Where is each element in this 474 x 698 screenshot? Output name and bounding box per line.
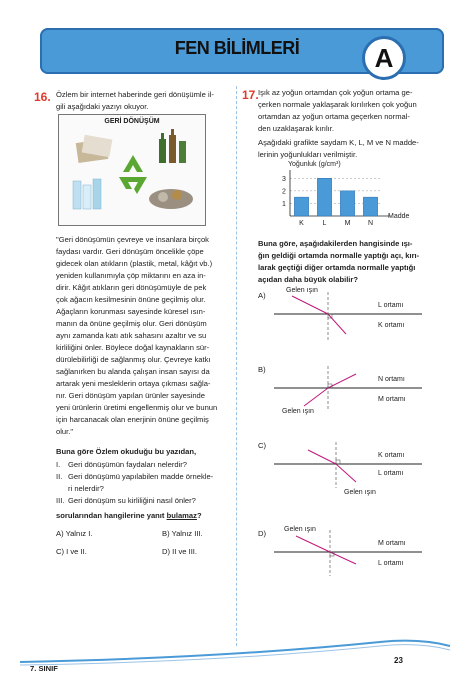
x-tick-label: N [367,220,374,227]
q16-passage [56,234,228,438]
q17-intro [258,87,446,161]
page-title: FEN BİLİMLERİ [174,38,300,58]
passage-line: için harcanacak olan enerjinin önüne geçilmiş [56,415,209,424]
passage-line: kirliliğini önler. Böylece doğal kaynakların sür- [56,343,210,352]
bar-N [363,197,377,216]
newspaper-pile-icon [76,135,113,163]
passage-line: nır. Geri dönüşüm yapılan ürünler sayesinde [56,391,206,400]
medium-label: M ortamı [378,396,406,403]
passage-line: "Geri dönüşümün çevreye ve insanlara birçok [56,235,209,244]
intro-line: çerken normale yaklaşarak kırılırken çok yoğun [258,100,417,109]
q16-option-c[interactable]: C) I ve II. [56,547,87,556]
intro-line: den uzaklaşarak kırılır. [258,124,334,133]
item-number: I. [56,460,61,469]
q17-number: 17. [242,88,259,102]
ray-label: Gelen ışın [344,489,376,496]
q16-number: 16. [34,90,51,104]
bar-L [317,178,331,216]
intro-line: lerinin yoğunlukları verilmiştir. [258,150,358,159]
q16-option-a[interactable]: A) Yalnız I. [56,529,93,538]
footer-swoosh [0,632,474,672]
passage-line: dürülebilirliği de sağlanmış olur. Çevreye katkı [56,355,211,364]
ray-label: Gelen ışın [284,526,316,533]
y-tick-label: 1 [282,200,286,208]
q16-items [56,459,228,507]
intro-line: Aşağıdaki grafikte saydam K, L, M ve N madde- [258,138,419,147]
option-c-diagram [274,442,422,488]
intro-line: Işık az yoğun ortamdan çok yoğun ortama ge- [258,88,413,97]
x-axis-label: Madde [388,213,410,220]
passage-line: gidecek olan atıkların (plastik, metal, kâğıt vb.) [56,259,213,268]
q16-prompt: Buna göre Özlem okuduğu bu yazıdan, [56,447,197,456]
item-text: Geri dönüşümün faydaları nelerdir? [68,460,188,469]
medium-label: K ortamı [378,322,405,329]
ray-label: Gelen ışın [282,408,314,415]
glass-bottles-icon [159,129,186,163]
passage-line: dirir. Kâğıt atıkların geri dönüşümüyle de pek [56,283,207,292]
passage-line: yeniden kullanımıyla çöp miktarını en aza in- [56,271,206,280]
passage-line: aynı zamanda katı atık sahasını azaltır ve su [56,331,207,340]
recycling-image [58,114,206,226]
x-tick-label: K [299,220,304,227]
item-text: Geri dönüşüm su kirliliğini nasıl önler? [68,496,196,505]
density-chart [268,158,418,232]
medium-label: K ortamı [378,452,405,459]
item-number: II. [56,472,63,481]
grade-label: 7. SINIF [30,664,58,673]
q16-question: sorularından hangilerine yanıt bulamaz? [56,511,202,520]
q16-option-b[interactable]: B) Yalnız III. [162,529,203,538]
passage-line: faydası vardır. Geri dönüşüm öncelikle çöpe [56,247,204,256]
q17-option-b[interactable]: B) [258,365,266,374]
image-title: GERİ DÖNÜŞÜM [104,118,160,125]
option-b-diagram [274,366,422,410]
passage-line: sağlanırken bu alanda çalışan insan sayısı da [56,367,210,376]
plastic-bottles-icon [73,179,101,209]
y-tick-label: 2 [282,188,286,196]
intro-line: ortamdan az yoğun ortama geçerken normal- [258,112,410,121]
q17-question: Buna göre, aşağıdakilerden hangisinde ışı- ğın geldiği ortamda normalle yaptığı açı, kırı- larak geçtiği diğer ortamda normalle yaptığı açıdan daha büyük olabilir? [258,239,420,284]
passage-line: artarak yeni mesleklerin ortaya çıkması sağla- [56,379,211,388]
ray-label: Gelen ışın [286,287,318,294]
q17-option-a[interactable]: A) [258,291,266,300]
medium-label: M ortamı [378,540,406,547]
passage-line: manın da önüne geçilmiş olur. Geri dönüşüm [56,319,207,328]
item-text: Geri dönüşümü yapılabilen madde örnekle- [68,472,214,481]
option-d-diagram [274,530,422,576]
item-number: III. [56,496,65,505]
passage-line: Ağaçların korunması sayesinde küresel ısın- [56,307,206,316]
q17-option-d[interactable]: D) [258,529,267,538]
option-a-diagram [274,292,422,340]
y-axis-label: Yoğunluk (g/cm³) [288,161,341,168]
page-number: 23 [394,656,403,665]
metal-cans-icon [149,189,193,209]
recycle-icon [119,155,147,194]
booklet-badge: A [362,36,406,80]
bar-M [340,191,354,216]
refraction-diagrams [252,282,448,592]
x-tick-label: M [344,220,351,227]
medium-label: L ortamı [378,302,404,309]
passage-line: olur." [56,427,74,436]
y-tick-label: 3 [282,175,286,183]
q16-intro-line: Özlem bir internet haberinde geri dönüşümle il- [56,90,214,99]
bar-K [294,197,308,216]
column-divider [236,86,237,646]
q16-intro-line: gili aşağıdaki yazıyı okuyor. [56,102,149,111]
passage-line: çok ağacın kesilmesinin önüne geçilmiş olur. [56,295,206,304]
item-text: ri nelerdir? [68,484,104,493]
medium-label: N ortamı [378,376,405,383]
q17-option-c[interactable]: C) [258,441,267,450]
medium-label: L ortamı [378,560,404,567]
x-tick-label: L [322,220,327,227]
passage-line: yeni ürünlerin üretimi engellenmiş olur ve bunun [56,403,218,412]
q16-intro [56,89,226,113]
medium-label: L ortamı [378,470,404,477]
q16-option-d[interactable]: D) II ve III. [162,547,198,556]
